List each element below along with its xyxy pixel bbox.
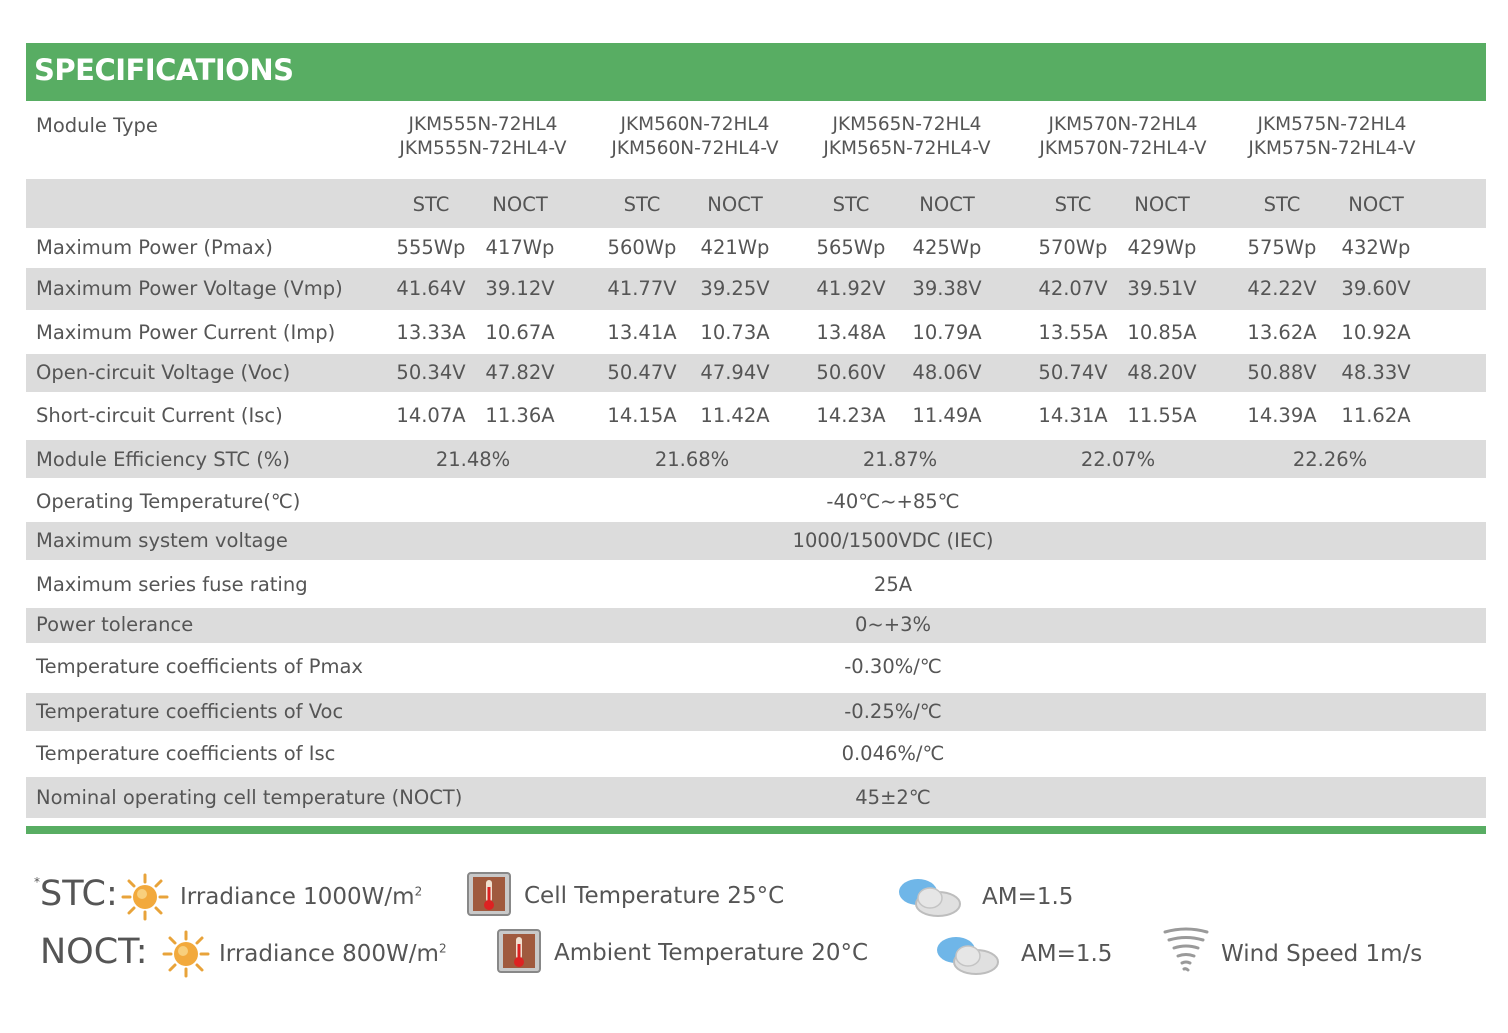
noct-header: NOCT: [1134, 193, 1190, 216]
stc-irradiance: Irradiance $1000W/m^2$: [180, 884, 423, 910]
spec-label: Power tolerance: [36, 613, 194, 636]
noct-header: NOCT: [919, 193, 975, 216]
spec-value: 429Wp: [1127, 236, 1197, 259]
spec-value: 47.82V: [485, 361, 555, 384]
spec-value: 39.38V: [912, 277, 982, 300]
spec-value: 11.55A: [1127, 404, 1197, 427]
spec-label: Maximum series fuse rating: [36, 573, 308, 596]
spec-value: 14.39A: [1247, 404, 1317, 427]
spec-value: 575Wp: [1247, 236, 1317, 259]
noct-wind-speed: Wind Speed 1m/s: [1221, 941, 1423, 967]
spec-label: Temperature coefficients of Isc: [36, 742, 336, 765]
spec-label: Maximum Power Voltage (Vmp): [36, 277, 343, 300]
spec-value: 13.41A: [607, 321, 677, 344]
spec-value: 39.60V: [1341, 277, 1411, 300]
stc-legend-label: *STC:: [34, 874, 118, 914]
stc-header: STC: [1263, 193, 1301, 216]
module-type-row: [26, 101, 1486, 179]
spec-value: -0.25%/℃: [844, 700, 942, 723]
spec-value: -0.30%/℃: [844, 655, 942, 678]
module-type-label: Module Type: [36, 114, 158, 137]
spec-label: Nominal operating cell temperature (NOCT): [36, 786, 463, 809]
stc-header: STC: [1054, 193, 1092, 216]
spec-value: 39.25V: [700, 277, 770, 300]
spec-label: Temperature coefficients of Voc: [36, 700, 344, 723]
cloud-icon: [894, 874, 966, 920]
tornado-icon: [1162, 926, 1210, 976]
spec-row-voc: [26, 354, 1486, 392]
efficiency-value: 22.26%: [1292, 448, 1368, 471]
cloud-icon: [932, 932, 1004, 978]
spec-value: 425Wp: [912, 236, 982, 259]
spec-value: 13.48A: [816, 321, 886, 344]
spec-value: 47.94V: [700, 361, 770, 384]
spec-label: Maximum Power (Pmax): [36, 236, 273, 259]
model-name: JKM565N-72HL4 JKM565N-72HL4-V: [823, 114, 991, 159]
spec-value: 13.33A: [396, 321, 466, 344]
spec-value: 417Wp: [485, 236, 555, 259]
efficiency-value: 22.07%: [1080, 448, 1156, 471]
spec-row-imp: [26, 310, 1486, 354]
model-name: JKM570N-72HL4 JKM570N-72HL4-V: [1039, 114, 1207, 159]
spec-value: 10.73A: [700, 321, 770, 344]
spec-value: 565Wp: [816, 236, 886, 259]
spec-label: Short-circuit Current (Isc): [36, 404, 283, 427]
spec-value: 42.07V: [1038, 277, 1108, 300]
stc-header: STC: [412, 193, 450, 216]
spec-label: Maximum Power Current (Imp): [36, 321, 336, 344]
stc-header: STC: [623, 193, 661, 216]
spec-value: 10.79A: [912, 321, 982, 344]
spec-value: 11.62A: [1341, 404, 1411, 427]
spec-row-fuse-rating: [26, 560, 1486, 608]
spec-value: 432Wp: [1341, 236, 1411, 259]
spec-value: 11.49A: [912, 404, 982, 427]
spec-value: 45±2℃: [855, 786, 931, 809]
noct-ambient-temperature: Ambient Temperature 20°C: [554, 940, 869, 966]
spec-value: 50.34V: [396, 361, 466, 384]
spec-label: Maximum system voltage: [36, 529, 288, 552]
spec-value: 10.92A: [1341, 321, 1411, 344]
stc-air-mass: AM=1.5: [982, 884, 1074, 910]
thermometer-icon: [496, 928, 542, 974]
thermometer-icon: [466, 871, 512, 917]
noct-header: NOCT: [492, 193, 548, 216]
spec-value: 42.22V: [1247, 277, 1317, 300]
spec-value: 50.60V: [816, 361, 886, 384]
spec-label: Operating Temperature(℃): [36, 490, 301, 513]
spec-row-system-voltage: [26, 522, 1486, 560]
spec-row-tc-pmax: [26, 643, 1486, 693]
page-title: SPECIFICATIONS: [34, 53, 294, 87]
spec-value: 10.67A: [485, 321, 555, 344]
specifications-header: [26, 43, 1486, 101]
spec-row-tc-voc: [26, 693, 1486, 731]
spec-value: 50.47V: [607, 361, 677, 384]
spec-value: 41.64V: [396, 277, 466, 300]
efficiency-value: 21.48%: [435, 448, 511, 471]
model-name: JKM560N-72HL4 JKM560N-72HL4-V: [611, 114, 779, 159]
spec-value: 570Wp: [1038, 236, 1108, 259]
spec-value: 555Wp: [396, 236, 466, 259]
spec-value: 14.07A: [396, 404, 466, 427]
spec-value: 39.12V: [485, 277, 555, 300]
spec-value: 11.36A: [485, 404, 555, 427]
spec-value: 11.42A: [700, 404, 770, 427]
spec-label: Module Efficiency STC (%): [36, 448, 290, 471]
spec-row-power-tolerance: [26, 608, 1486, 643]
efficiency-value: 21.68%: [654, 448, 730, 471]
spec-row-efficiency: [26, 440, 1486, 478]
spec-row-vmp: [26, 268, 1486, 310]
spec-value: 50.88V: [1247, 361, 1317, 384]
sun-icon: [161, 930, 211, 978]
spec-label: Temperature coefficients of Pmax: [36, 655, 363, 678]
spec-row-noct: [26, 777, 1486, 818]
noct-air-mass: AM=1.5: [1021, 941, 1113, 967]
efficiency-value: 21.87%: [862, 448, 938, 471]
spec-row-isc: [26, 392, 1486, 440]
stc-header: STC: [832, 193, 870, 216]
noct-irradiance: Irradiance $800W/m^2$: [219, 941, 447, 967]
condition-header-row: [26, 179, 1486, 228]
spec-value: 0.046%/℃: [841, 742, 945, 765]
spec-value: 41.77V: [607, 277, 677, 300]
model-name: JKM575N-72HL4 JKM575N-72HL4-V: [1248, 114, 1416, 159]
spec-row-pmax: [26, 228, 1486, 268]
spec-value: 13.62A: [1247, 321, 1317, 344]
spec-value: 14.15A: [607, 404, 677, 427]
sun-icon: [120, 873, 170, 921]
spec-value: 48.20V: [1127, 361, 1197, 384]
spec-label: Open-circuit Voltage (Voc): [36, 361, 291, 384]
spec-value: 14.31A: [1038, 404, 1108, 427]
spec-value: 0~+3%: [854, 613, 932, 636]
spec-value: 13.55A: [1038, 321, 1108, 344]
spec-row-operating-temp: [26, 478, 1486, 522]
footer-divider: [26, 826, 1486, 834]
spec-value: 48.33V: [1341, 361, 1411, 384]
spec-value: 1000/1500VDC (IEC): [792, 529, 994, 552]
spec-value: 560Wp: [607, 236, 677, 259]
model-name: JKM555N-72HL4 JKM555N-72HL4-V: [399, 114, 567, 159]
spec-value: 421Wp: [700, 236, 770, 259]
spec-value: -40℃~+85℃: [826, 490, 960, 513]
noct-legend-label: NOCT:: [40, 932, 148, 972]
stc-cell-temperature: Cell Temperature 25°C: [524, 883, 785, 909]
noct-header: NOCT: [707, 193, 763, 216]
spec-value: 41.92V: [816, 277, 886, 300]
noct-header: NOCT: [1348, 193, 1404, 216]
spec-value: 14.23A: [816, 404, 886, 427]
spec-value: 50.74V: [1038, 361, 1108, 384]
spec-value: 10.85A: [1127, 321, 1197, 344]
spec-value: 48.06V: [912, 361, 982, 384]
spec-row-tc-isc: [26, 731, 1486, 777]
spec-value: 25A: [873, 573, 913, 596]
spec-value: 39.51V: [1127, 277, 1197, 300]
